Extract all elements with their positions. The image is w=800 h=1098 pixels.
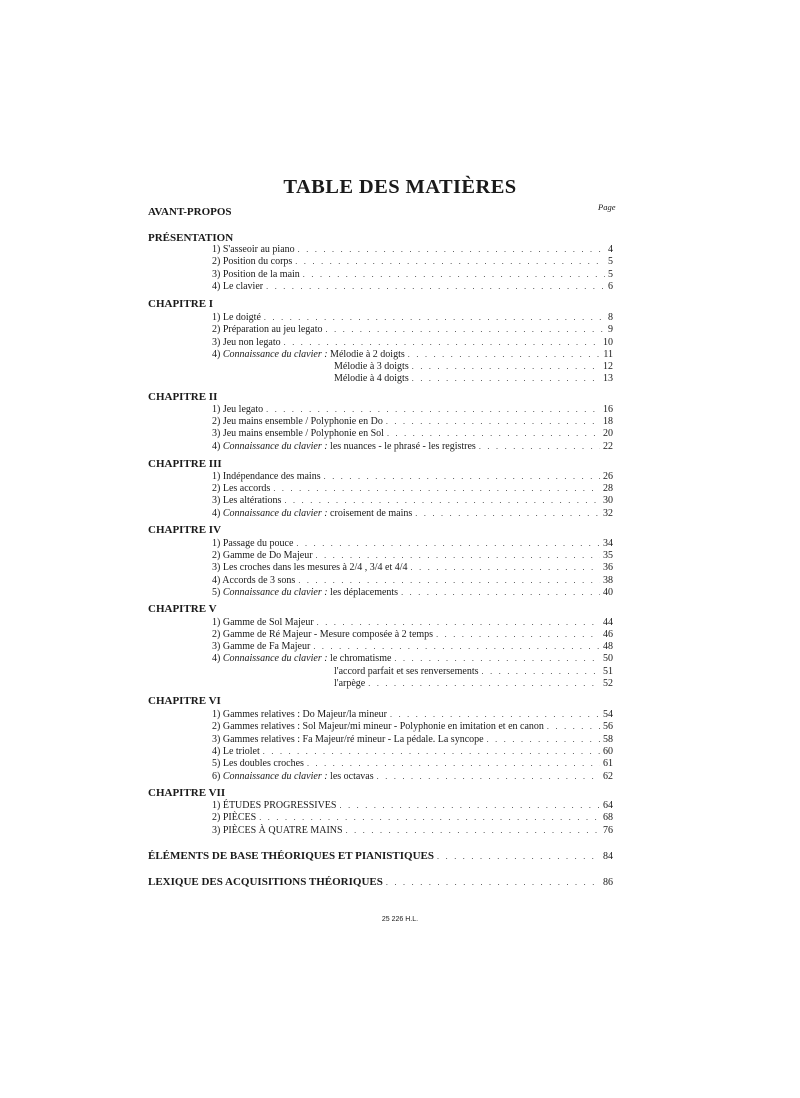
entry-page-number: 54 <box>603 709 613 720</box>
toc-entry <box>212 538 613 550</box>
entry-text: 4) Le clavier <box>212 281 264 292</box>
page-footer-reference: 25 226 H.L. <box>381 916 419 923</box>
dot-leader <box>386 876 600 890</box>
entry-page-number: 60 <box>603 746 613 757</box>
toc-entry <box>212 324 613 336</box>
entry-page-number: 18 <box>603 416 613 427</box>
toc-entry <box>212 641 613 653</box>
toc-entry <box>212 256 613 268</box>
dot-leader <box>316 550 600 562</box>
toc-entry <box>212 617 613 629</box>
entry-page-number: 86 <box>603 877 613 888</box>
entry-text: 1) Jeu legato <box>212 404 264 415</box>
dot-leader <box>386 416 600 428</box>
entry-text: 3) Les altérations <box>212 495 282 506</box>
entry-text: 4) Connaissance du clavier : croisement de mains <box>212 508 413 519</box>
toc-entry <box>212 428 613 440</box>
dot-leader <box>326 324 605 336</box>
entry-text: 2) Position du corps <box>212 256 293 267</box>
entry-text: 3) Gammes relatives : Fa Majeur/ré mineur - La pédale. La syncope <box>212 734 484 745</box>
toc-entry <box>212 508 613 520</box>
entry-text: 1) Indépendance des mains <box>212 471 321 482</box>
toc-entry <box>334 678 613 690</box>
page-title: TABLE DES MATIÈRES <box>283 176 517 198</box>
toc-entry <box>212 337 613 349</box>
entry-text: 6) Connaissance du clavier : les octavas <box>212 771 374 782</box>
entry-text: 2) Les accords <box>212 483 271 494</box>
toc-entry <box>212 771 613 783</box>
entry-text: 4) Connaissance du clavier : Mélodie à 2 doigts <box>212 349 405 360</box>
toc-entry <box>212 312 613 324</box>
entry-text: 4) Connaissance du clavier : le chromatisme <box>212 653 392 664</box>
entry-italic-label: Connaissance du clavier : <box>222 653 328 664</box>
toc-entry <box>334 666 613 678</box>
dot-leader <box>263 746 600 758</box>
section-heading: CHAPITRE VI <box>148 695 221 707</box>
dot-leader <box>346 825 600 837</box>
entry-italic-label: Connaissance du clavier : <box>222 508 328 519</box>
entry-page-number: 48 <box>603 641 613 652</box>
section-heading: CHAPITRE VII <box>148 787 226 799</box>
entry-page-number: 5 <box>608 269 613 280</box>
toc-entry <box>212 441 613 453</box>
toc-entry <box>212 495 613 507</box>
entry-page-number: 64 <box>603 800 613 811</box>
toc-final-entry <box>148 875 613 889</box>
toc-entry <box>212 653 613 665</box>
toc-entry <box>334 361 613 373</box>
dot-leader <box>339 800 600 812</box>
entry-page-number: 40 <box>603 587 613 598</box>
section-heading: CHAPITRE IV <box>148 524 222 536</box>
entry-italic-label: Connaissance du clavier : <box>222 771 328 782</box>
dot-leader <box>437 850 600 864</box>
entry-page-number: 5 <box>608 256 613 267</box>
entry-text: 1) Passage du pouce <box>212 538 294 549</box>
dot-leader <box>482 666 600 678</box>
toc-entry <box>212 709 613 721</box>
dot-leader <box>411 562 600 574</box>
toc-entry <box>212 244 613 256</box>
entry-page-number: 62 <box>603 771 613 782</box>
toc-entry <box>212 575 613 587</box>
toc-entry <box>212 416 613 428</box>
entry-page-number: 28 <box>603 483 613 494</box>
entry-page-number: 68 <box>603 812 613 823</box>
entry-page-number: 11 <box>603 349 613 360</box>
dot-leader <box>415 508 600 520</box>
toc-entry <box>212 734 613 746</box>
dot-leader <box>264 312 605 324</box>
entry-page-number: 9 <box>608 324 613 335</box>
entry-text: 4) Connaissance du clavier : les nuances - le phrasé - les registres <box>212 441 476 452</box>
entry-italic-label: Connaissance du clavier : <box>222 587 328 598</box>
entry-text: 2) Gamme de Ré Majeur - Mesure composée à 2 temps <box>212 629 434 640</box>
entry-page-number: 16 <box>603 404 613 415</box>
toc-final-entry <box>148 849 613 863</box>
entry-page-number: 46 <box>603 629 613 640</box>
dot-leader <box>368 678 600 690</box>
entry-text: 1) Gammes relatives : Do Majeur/la mineur <box>212 709 387 720</box>
dot-leader <box>313 641 600 653</box>
toc-entry <box>212 800 613 812</box>
dot-leader <box>296 538 600 550</box>
entry-italic-label: Connaissance du clavier : <box>222 441 328 452</box>
section-heading-avant-propos: AVANT-PROPOS <box>148 206 232 218</box>
toc-entry <box>212 825 613 837</box>
dot-leader <box>317 617 600 629</box>
entry-text: 4) Le triolet <box>212 746 260 757</box>
dot-leader <box>324 471 600 483</box>
dot-leader <box>273 483 600 495</box>
dot-leader <box>266 281 605 293</box>
toc-entry <box>212 471 613 483</box>
entry-page-number: 36 <box>603 562 613 573</box>
dot-leader <box>298 575 600 587</box>
entry-text: 5) Connaissance du clavier : les déplacements <box>212 587 399 598</box>
entry-page-number: 61 <box>603 758 613 769</box>
entry-text: 1) Le doigté <box>212 312 261 323</box>
entry-text: ÉLÉMENTS DE BASE THÉORIQUES ET PIANISTIQUES <box>148 850 434 862</box>
entry-page-number: 20 <box>603 428 613 439</box>
entry-text: 2) Préparation au jeu legato <box>212 324 323 335</box>
entry-text: 5) Les doubles croches <box>212 758 304 769</box>
toc-entry <box>212 562 613 574</box>
entry-text: 2) Gammes relatives : Sol Majeur/mi mineur - Polyphonie en imitation et en canon <box>212 721 544 732</box>
entry-page-number: 50 <box>603 653 613 664</box>
entry-text: 3) Jeu non legato <box>212 337 281 348</box>
toc-entry <box>212 587 613 599</box>
entry-text: LEXIQUE DES ACQUISITIONS THÉORIQUES <box>148 876 383 888</box>
dot-leader <box>259 812 600 824</box>
entry-page-number: 12 <box>603 361 613 372</box>
section-heading: CHAPITRE II <box>148 391 218 403</box>
dot-leader <box>295 256 605 268</box>
toc-entry <box>212 629 613 641</box>
entry-text: Mélodie à 3 doigts <box>334 361 409 372</box>
dot-leader <box>266 404 600 416</box>
entry-page-number: 10 <box>603 337 613 348</box>
entry-text: Mélodie à 4 doigts <box>334 373 409 384</box>
section-heading: CHAPITRE I <box>148 298 214 310</box>
dot-leader <box>408 349 601 361</box>
dot-leader <box>394 653 600 665</box>
entry-page-number: 22 <box>603 441 613 452</box>
dot-leader <box>390 709 600 721</box>
toc-entry <box>212 404 613 416</box>
dot-leader <box>387 428 600 440</box>
entry-page-number: 26 <box>603 471 613 482</box>
entry-page-number: 58 <box>603 734 613 745</box>
section-heading: CHAPITRE III <box>148 458 222 470</box>
entry-text: 3) PIÈCES À QUATRE MAINS <box>212 825 343 836</box>
entry-text: l'arpège <box>334 678 366 689</box>
entry-page-number: 44 <box>603 617 613 628</box>
section-heading: PRÉSENTATION <box>148 232 234 244</box>
entry-text: 3) Gamme de Fa Majeur <box>212 641 311 652</box>
entry-italic-label: Connaissance du clavier : <box>222 349 328 360</box>
entry-page-number: 34 <box>603 538 613 549</box>
entry-text: 1) S'asseoir au piano <box>212 244 295 255</box>
entry-text: 1) Gamme de Sol Majeur <box>212 617 314 628</box>
toc-entry <box>212 550 613 562</box>
toc-entry <box>212 812 613 824</box>
entry-page-number: 30 <box>603 495 613 506</box>
entry-page-number: 35 <box>603 550 613 561</box>
entry-page-number: 56 <box>603 721 613 732</box>
entry-text: 2) Jeu mains ensemble / Polyphonie en Do <box>212 416 383 427</box>
entry-page-number: 32 <box>603 508 613 519</box>
entry-page-number: 84 <box>603 851 613 862</box>
toc-entry <box>212 721 613 733</box>
dot-leader <box>284 337 600 349</box>
dot-leader <box>547 721 600 733</box>
dot-leader <box>377 771 600 783</box>
dot-leader <box>487 734 600 746</box>
dot-leader <box>401 587 600 599</box>
dot-leader <box>412 373 600 385</box>
entry-page-number: 38 <box>603 575 613 586</box>
entry-text: 3) Jeu mains ensemble / Polyphonie en Sol <box>212 428 384 439</box>
dot-leader <box>284 495 600 507</box>
toc-entry <box>212 483 613 495</box>
dot-leader <box>479 441 600 453</box>
toc-entry <box>212 746 613 758</box>
entry-page-number: 8 <box>608 312 613 323</box>
section-heading: CHAPITRE V <box>148 603 217 615</box>
entry-text: l'accord parfait et ses renversements <box>334 666 479 677</box>
dot-leader <box>436 629 600 641</box>
dot-leader <box>303 269 605 281</box>
entry-text: 2) Gamme de Do Majeur <box>212 550 313 561</box>
dot-leader <box>307 758 600 770</box>
toc-entry <box>212 269 613 281</box>
entry-text: 1) ÉTUDES PROGRESSIVES <box>212 800 337 811</box>
entry-page-number: 51 <box>603 666 613 677</box>
toc-entry <box>212 349 613 361</box>
dot-leader <box>412 361 600 373</box>
page-column-label: Page <box>598 202 616 212</box>
toc-entry <box>334 373 613 385</box>
entry-text: 2) PIÈCES <box>212 812 257 823</box>
toc-entry <box>212 758 613 770</box>
entry-page-number: 4 <box>608 244 613 255</box>
entry-text: 3) Les croches dans les mesures à 2/4 , 3/4 et 4/4 <box>212 562 408 573</box>
entry-page-number: 52 <box>603 678 613 689</box>
entry-page-number: 13 <box>603 373 613 384</box>
entry-page-number: 6 <box>608 281 613 292</box>
entry-page-number: 76 <box>603 825 613 836</box>
entry-text: 3) Position de la main <box>212 269 300 280</box>
entry-text: 4) Accords de 3 sons <box>212 575 296 586</box>
dot-leader <box>298 244 605 256</box>
toc-entry <box>212 281 613 293</box>
